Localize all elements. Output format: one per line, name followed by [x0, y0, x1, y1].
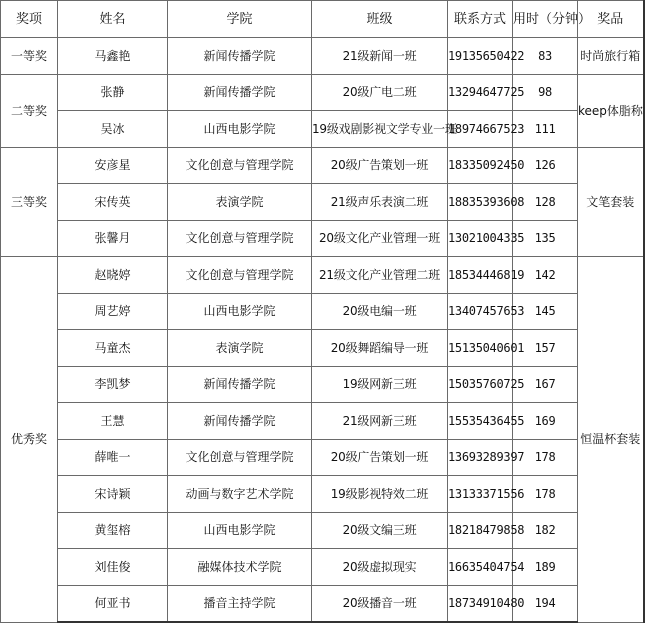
table-row — [1, 147, 644, 184]
college-cell: 文化创意与管理学院 — [168, 147, 312, 184]
phone-cell: 18218479858 — [448, 512, 513, 549]
time-cell: 98 — [513, 74, 578, 111]
time-cell: 145 — [513, 293, 578, 330]
table-row — [1, 38, 644, 75]
time-cell: 167 — [513, 366, 578, 403]
class-cell: 20级广告策划一班 — [312, 147, 448, 184]
table-row — [1, 476, 644, 513]
phone-cell: 18835393608 — [448, 184, 513, 221]
table-row — [1, 512, 644, 549]
phone-cell: 13693289397 — [448, 439, 513, 476]
name-cell: 赵晓婷 — [58, 257, 168, 294]
prize-cell: keep体脂称 — [578, 74, 644, 147]
table-row — [1, 549, 644, 586]
time-cell: 111 — [513, 111, 578, 148]
college-cell: 表演学院 — [168, 184, 312, 221]
prize-cell: 恒温杯套装 — [578, 257, 644, 623]
table-body — [1, 38, 644, 623]
phone-cell: 13294647725 — [448, 74, 513, 111]
table-row — [1, 220, 644, 257]
phone-cell: 13407457653 — [448, 293, 513, 330]
phone-cell: 19135650422 — [448, 38, 513, 75]
name-cell: 周艺婷 — [58, 293, 168, 330]
time-cell: 182 — [513, 512, 578, 549]
phone-cell: 18335092450 — [448, 147, 513, 184]
class-cell: 21级新闻一班 — [312, 38, 448, 75]
class-cell: 19级戏剧影视文学专业一班 — [312, 111, 448, 148]
name-cell: 王慧 — [58, 403, 168, 440]
college-cell: 山西电影学院 — [168, 293, 312, 330]
table-row — [1, 111, 644, 148]
name-cell: 张静 — [58, 74, 168, 111]
college-cell: 融媒体技术学院 — [168, 549, 312, 586]
header-class: 班级 — [312, 1, 448, 38]
time-cell: 194 — [513, 585, 578, 622]
college-cell: 山西电影学院 — [168, 111, 312, 148]
table-row — [1, 585, 644, 622]
header-prize: 奖品 — [578, 1, 644, 38]
award-cell: 优秀奖 — [1, 257, 58, 623]
name-cell: 刘佳俊 — [58, 549, 168, 586]
header-phone: 联系方式 — [448, 1, 513, 38]
table-row — [1, 330, 644, 367]
name-cell: 安彦星 — [58, 147, 168, 184]
college-cell: 新闻传播学院 — [168, 38, 312, 75]
award-cell: 三等奖 — [1, 147, 58, 257]
time-cell: 126 — [513, 147, 578, 184]
name-cell: 马童杰 — [58, 330, 168, 367]
table-row — [1, 293, 644, 330]
time-cell: 128 — [513, 184, 578, 221]
class-cell: 20级文化产业管理一班 — [312, 220, 448, 257]
time-cell: 83 — [513, 38, 578, 75]
award-cell: 一等奖 — [1, 38, 58, 75]
phone-cell: 18974667523 — [448, 111, 513, 148]
college-cell: 新闻传播学院 — [168, 74, 312, 111]
phone-cell: 16635404754 — [448, 549, 513, 586]
time-cell: 135 — [513, 220, 578, 257]
table-row — [1, 439, 644, 476]
college-cell: 播音主持学院 — [168, 585, 312, 622]
table-row — [1, 403, 644, 440]
class-cell: 21级网新三班 — [312, 403, 448, 440]
name-cell: 马鑫艳 — [58, 38, 168, 75]
class-cell: 20级文编三班 — [312, 512, 448, 549]
class-cell: 19级网新三班 — [312, 366, 448, 403]
class-cell: 20级广电二班 — [312, 74, 448, 111]
header-college: 学院 — [168, 1, 312, 38]
college-cell: 山西电影学院 — [168, 512, 312, 549]
class-cell: 19级影视特效二班 — [312, 476, 448, 513]
phone-cell: 15135040601 — [448, 330, 513, 367]
phone-cell: 15535436455 — [448, 403, 513, 440]
header-award: 奖项 — [1, 1, 58, 38]
name-cell: 宋诗颖 — [58, 476, 168, 513]
table-row — [1, 74, 644, 111]
class-cell: 20级电编一班 — [312, 293, 448, 330]
award-cell: 二等奖 — [1, 74, 58, 147]
phone-cell: 15035760725 — [448, 366, 513, 403]
name-cell: 薛唯一 — [58, 439, 168, 476]
college-cell: 文化创意与管理学院 — [168, 439, 312, 476]
time-cell: 169 — [513, 403, 578, 440]
time-cell: 142 — [513, 257, 578, 294]
table-row — [1, 257, 644, 294]
time-cell: 157 — [513, 330, 578, 367]
college-cell: 动画与数字艺术学院 — [168, 476, 312, 513]
class-cell: 20级广告策划一班 — [312, 439, 448, 476]
phone-cell: 13021004335 — [448, 220, 513, 257]
college-cell: 文化创意与管理学院 — [168, 220, 312, 257]
header-name: 姓名 — [58, 1, 168, 38]
time-cell: 178 — [513, 476, 578, 513]
class-cell: 20级虚拟现实 — [312, 549, 448, 586]
table-header-row — [1, 1, 644, 38]
name-cell: 李凯梦 — [58, 366, 168, 403]
class-cell: 21级声乐表演二班 — [312, 184, 448, 221]
class-cell: 20级舞蹈编导一班 — [312, 330, 448, 367]
name-cell: 张馨月 — [58, 220, 168, 257]
college-cell: 表演学院 — [168, 330, 312, 367]
name-cell: 黄玺榕 — [58, 512, 168, 549]
college-cell: 新闻传播学院 — [168, 403, 312, 440]
class-cell: 21级文化产业管理二班 — [312, 257, 448, 294]
table-row — [1, 184, 644, 221]
name-cell: 何亚书 — [58, 585, 168, 622]
table-row — [1, 366, 644, 403]
name-cell: 吴冰 — [58, 111, 168, 148]
phone-cell: 18734910480 — [448, 585, 513, 622]
class-cell: 20级播音一班 — [312, 585, 448, 622]
name-cell: 宋传英 — [58, 184, 168, 221]
college-cell: 新闻传播学院 — [168, 366, 312, 403]
phone-cell: 13133371556 — [448, 476, 513, 513]
prize-cell: 文笔套装 — [578, 147, 644, 257]
time-cell: 178 — [513, 439, 578, 476]
header-time: 用时（分钟） — [513, 1, 578, 38]
prize-cell: 时尚旅行箱 — [578, 38, 644, 75]
time-cell: 189 — [513, 549, 578, 586]
college-cell: 文化创意与管理学院 — [168, 257, 312, 294]
phone-cell: 18534446819 — [448, 257, 513, 294]
